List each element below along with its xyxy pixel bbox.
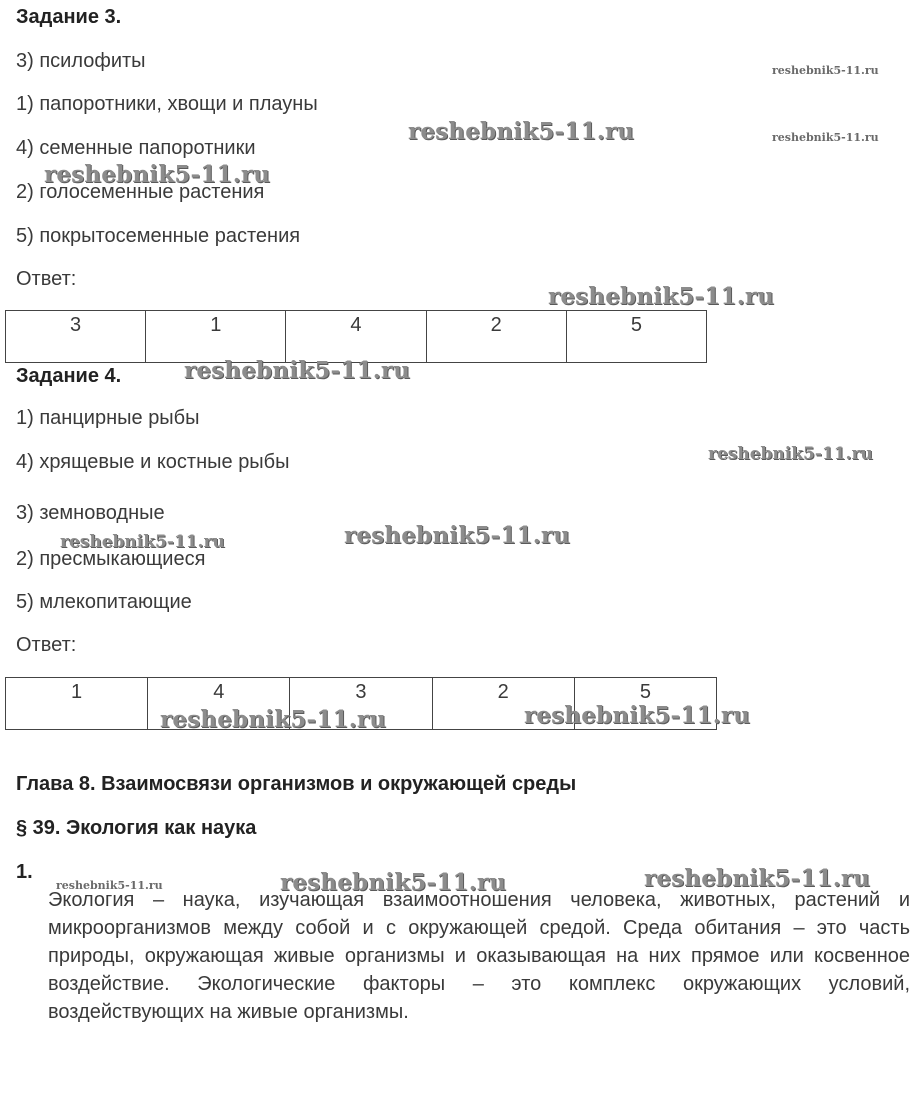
task4-answer-cell-4: 2 [432,678,574,730]
watermark: reshebnik5-11.ru [60,532,225,552]
task3-answer-label: Ответ: [16,268,77,290]
task3-answer-cell-2: 1 [146,311,286,363]
task4-answer-cell-1: 1 [6,678,148,730]
watermark: reshebnik5-11.ru [56,879,163,892]
watermark: reshebnik5-11.ru [524,702,751,729]
watermark: reshebnik5-11.ru [548,283,775,310]
watermark: reshebnik5-11.ru [772,131,879,144]
table-row [6,311,707,363]
task3-answer-cell-1: 3 [6,311,146,363]
task3-title: Задание 3. [16,6,122,28]
task4-answer-table [5,677,717,730]
task3-item-5: 5) покрытосеменные растения [16,225,301,247]
watermark: reshebnik5-11.ru [280,869,507,896]
watermark: reshebnik5-11.ru [184,357,411,384]
item-number: 1. [16,861,33,883]
task3-item-2: 1) папоротники, хвощи и плауны [16,93,318,115]
table-row [6,678,717,730]
task4-answer-cell-2: 4 [148,678,290,730]
task4-item-5: 5) млекопитающие [16,591,192,613]
task3-answer-cell-5: 5 [566,311,706,363]
task4-item-1: 1) панцирные рыбы [16,407,200,429]
task3-answer-table [5,310,707,363]
task4-answer-label: Ответ: [16,634,77,656]
watermark: reshebnik5-11.ru [160,706,387,733]
task4-item-3: 3) земноводные [16,502,165,524]
task3-answer-cell-3: 4 [286,311,426,363]
watermark: reshebnik5-11.ru [44,161,271,188]
task3-answer-cell-4: 2 [426,311,566,363]
task4-item-4: 2) пресмыкающиеся [16,548,206,570]
task4-answer-cell-3: 3 [290,678,432,730]
ecology-paragraph: Экология – наука, изучающая взаимоотношения человека, животных, растений и микроорганизмов между собой и с окружающей средой. Среда обитания – это часть природы, окружающая живые организмы и оказывающая на них прямое или косвенное воздействие. Экологические факторы – это комплекс окружающих условий, воздействующих на живые организмы. [48,889,910,1023]
task3-item-3: 4) семенные папоротники [16,137,256,159]
watermark: reshebnik5-11.ru [408,118,635,145]
watermark: reshebnik5-11.ru [344,522,571,549]
chapter-title: Глава 8. Взаимосвязи организмов и окружающей среды [16,773,577,795]
task4-item-2: 4) хрящевые и костные рыбы [16,451,290,473]
task4-title: Задание 4. [16,365,122,387]
section-title: § 39. Экология как наука [16,817,257,839]
task3-item-4: 2) голосеменные растения [16,181,265,203]
task4-answer-cell-5: 5 [574,678,716,730]
watermark: reshebnik5-11.ru [772,64,879,77]
task3-item-1: 3) псилофиты [16,50,146,72]
watermark: reshebnik5-11.ru [644,865,871,892]
watermark: reshebnik5-11.ru [708,444,873,464]
